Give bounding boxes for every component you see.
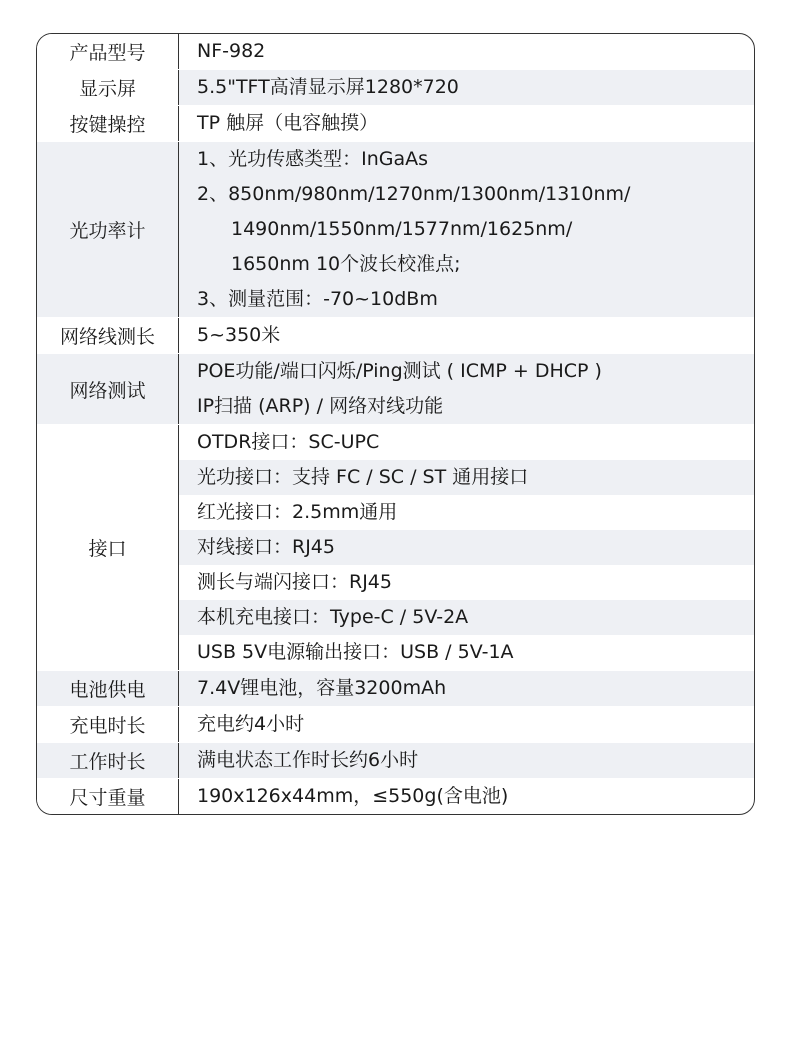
- spec-values: [179, 318, 754, 353]
- spec-label: 产品型号: [37, 34, 179, 69]
- spec-value: 1490nm/1550nm/1577nm/1625nm/: [231, 218, 573, 240]
- spec-value: TP 触屏（电容触摸）: [197, 112, 379, 134]
- spec-value: 5~350米: [197, 324, 281, 346]
- spec-value: IP扫描 (ARP) / 网络对线功能: [197, 395, 444, 417]
- spec-row-network-test: [37, 353, 754, 424]
- spec-value: 3、测量范围：-70~10dBm: [197, 288, 438, 310]
- spec-label: 网络测试: [37, 354, 179, 424]
- spec-value: 5.5"TFT高清显示屏1280*720: [179, 70, 754, 105]
- spec-values: [179, 354, 754, 424]
- spec-value: 满电状态工作时长约6小时: [197, 749, 419, 771]
- spec-row-work-time: [37, 742, 754, 778]
- spec-value: 190x126x44mm，≤550g(含电池): [197, 785, 509, 807]
- spec-label: 光功率计: [37, 142, 179, 317]
- spec-label: 网络线测长: [37, 318, 179, 353]
- spec-label: 尺寸重量: [37, 779, 179, 814]
- spec-values: [179, 779, 754, 814]
- spec-row-display: [37, 69, 754, 105]
- spec-value: 1650nm 10个波长校准点;: [231, 253, 461, 275]
- spec-values: [179, 743, 754, 778]
- spec-label: 接口: [37, 425, 179, 670]
- spec-values: [179, 671, 754, 706]
- spec-row-controls: [37, 105, 754, 141]
- spec-row-cable-length: [37, 317, 754, 353]
- spec-row-power-meter: [37, 141, 754, 317]
- spec-value: 7.4V锂电池，容量3200mAh: [197, 677, 447, 699]
- spec-values: [179, 106, 754, 141]
- spec-value: 红光接口：2.5mm通用: [197, 501, 398, 523]
- spec-values: [179, 34, 754, 69]
- spec-value: POE功能/端口闪烁/Ping测试 ( ICMP + DHCP ): [197, 360, 602, 382]
- spec-value: 光功接口：支持 FC / SC / ST 通用接口: [179, 460, 754, 495]
- spec-value: 本机充电接口：Type-C / 5V-2A: [179, 600, 754, 635]
- spec-values: [179, 707, 754, 742]
- spec-table: [36, 33, 755, 815]
- spec-label: 工作时长: [37, 743, 179, 778]
- spec-row-charge-time: [37, 706, 754, 742]
- spec-row-size-weight: [37, 778, 754, 814]
- spec-label: 按键操控: [37, 106, 179, 141]
- spec-value: 对线接口：RJ45: [179, 530, 754, 565]
- spec-row-battery: [37, 670, 754, 706]
- spec-value: 充电约4小时: [197, 713, 305, 735]
- spec-row-model: [37, 34, 754, 69]
- spec-values: [179, 425, 754, 670]
- spec-value: OTDR接口：SC-UPC: [197, 431, 380, 453]
- spec-value: 2、850nm/980nm/1270nm/1300nm/1310nm/: [197, 183, 631, 205]
- spec-value: 1、光功传感类型：InGaAs: [197, 148, 428, 170]
- spec-label: 电池供电: [37, 671, 179, 706]
- spec-value: 测长与端闪接口：RJ45: [197, 571, 392, 593]
- spec-values: [179, 70, 754, 105]
- spec-row-interfaces: [37, 424, 754, 670]
- spec-label: 充电时长: [37, 707, 179, 742]
- spec-label: 显示屏: [37, 70, 179, 105]
- spec-value: NF-982: [197, 40, 266, 62]
- spec-value: USB 5V电源输出接口：USB / 5V-1A: [197, 641, 514, 663]
- spec-values: [179, 142, 754, 317]
